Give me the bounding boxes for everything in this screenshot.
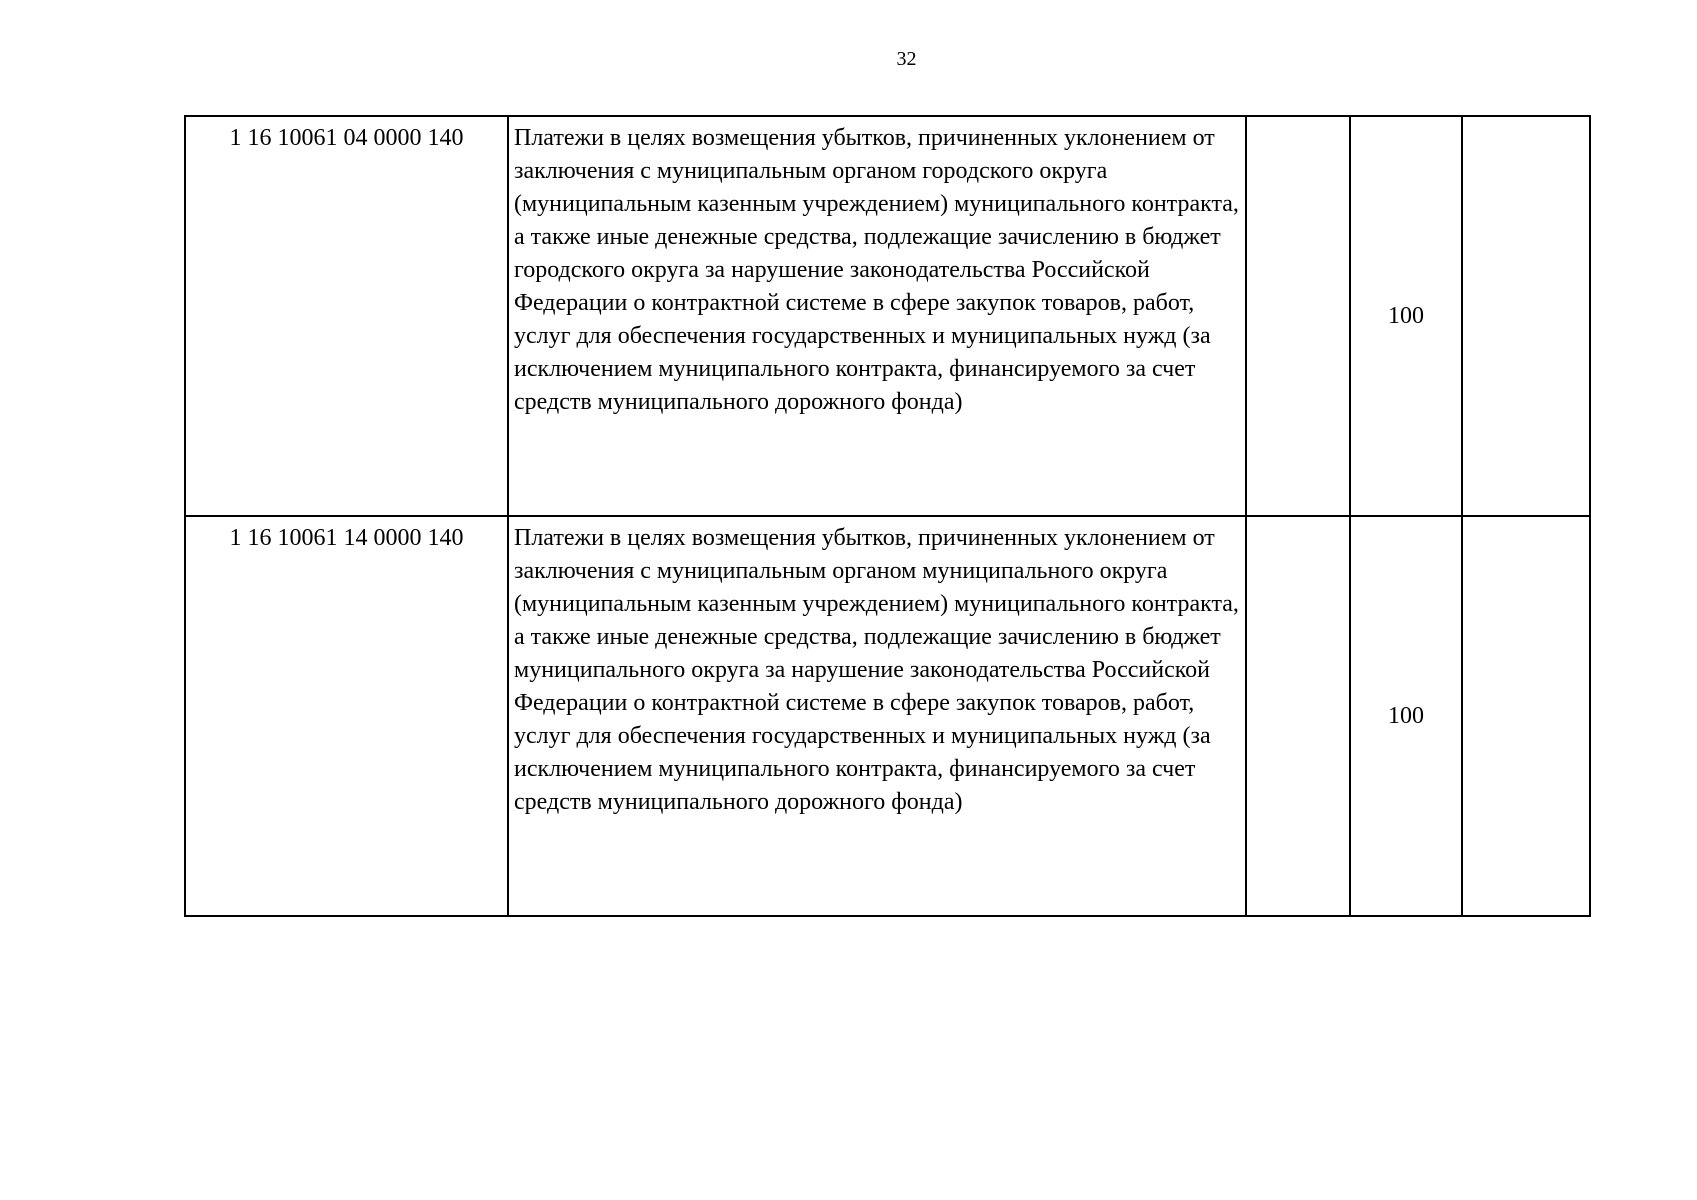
table-row bbox=[185, 116, 1590, 516]
empty-cell bbox=[1246, 516, 1350, 916]
page-number: 32 bbox=[896, 48, 917, 70]
empty-cell bbox=[1246, 116, 1350, 516]
empty-cell bbox=[1462, 516, 1590, 916]
empty-cell bbox=[1462, 116, 1590, 516]
budget-code-cell: 1 16 10061 04 0000 140 bbox=[185, 116, 508, 516]
description-cell: Платежи в целях возмещения убытков, причиненных уклонением от заключения с муниципальным органом городского округа (муниципальным казенным учреждением) муниципального контракта, а также иные денежные средства, подлежащие зачислению в бюджет городского округа за нарушение законодательства Российской Федерации о контрактной системе в сфере закупок товаров, работ, услуг для обеспечения государственных и муниципальных нужд (за исключением муниципального контракта, финансируемого за счет средств муниципального дорожного фонда) bbox=[508, 116, 1246, 516]
percent-value-cell: 100 bbox=[1350, 116, 1462, 516]
budget-table bbox=[184, 115, 1591, 917]
budget-code-cell: 1 16 10061 14 0000 140 bbox=[185, 516, 508, 916]
description-cell: Платежи в целях возмещения убытков, причиненных уклонением от заключения с муниципальным органом муниципального округа (муниципальным казенным учреждением) муниципального контракта, а также иные денежные средства, подлежащие зачислению в бюджет муниципального округа за нарушение законодательства Российской Федерации о контрактной системе в сфере закупок товаров, работ, услуг для обеспечения государственных и муниципальных нужд (за исключением муниципального контракта, финансируемого за счет средств муниципального дорожного фонда) bbox=[508, 516, 1246, 916]
percent-value-cell: 100 bbox=[1350, 516, 1462, 916]
table-row bbox=[185, 516, 1590, 916]
